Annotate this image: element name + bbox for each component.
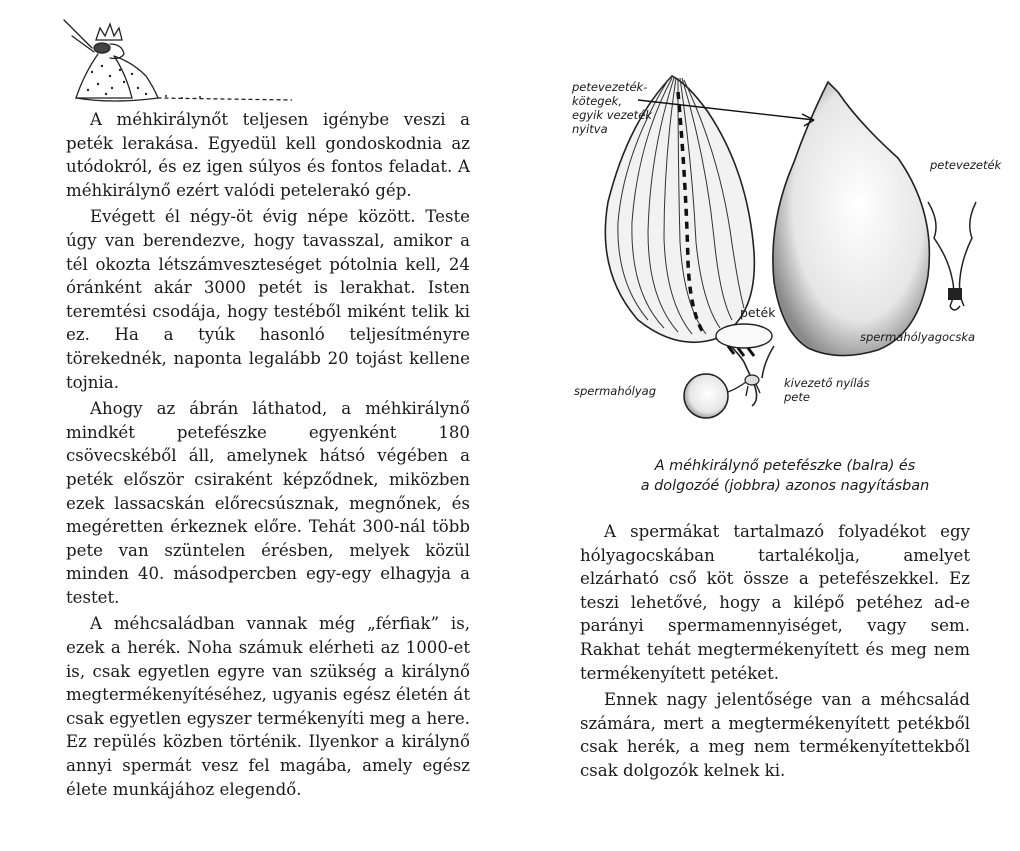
label-sperm-vesicle: spermahólyag: [574, 384, 657, 398]
label-oviduct-bundles: petevezeték- kötegek, egyik vezeték nyitva: [572, 80, 652, 136]
left-body-text: [66, 108, 470, 804]
paragraph: A spermákat tartalmazó folyadékot egy hólyagocskában tartalékolja, amelyet elzárható cső köt össze a petefészekkel. Ez teszi lehetővé, hogy a kilépő petéhez ad-e parányi spermamennyiséget, vagy sem. Rakhat tehát megtermékenyített és meg nem termékenyített petéket.: [580, 522, 970, 683]
label-oviduct: petevezeték: [930, 158, 1002, 172]
paragraph: A méhcsaládban vannak még „férfiak” is, ezek a herék. Noha számuk elérheti az 1000-et is, csak egyetlen egyre van szükség a királynő megtermékenyítéséhez, ugyanis egész életén át csak egyetlen egyszer termékenyíti meg a here. Ez repülés közben történik. Ilyenkor a királynő annyi spermát vesz fel magába, amely egész élete munkájához elegendő.: [66, 614, 470, 799]
label-sperm-vesicle-small: spermahólyagocska: [860, 330, 976, 344]
right-body-text: [580, 520, 970, 786]
label-eggs: peték: [740, 305, 776, 320]
ovary-figure: [568, 62, 1002, 462]
queen-bee-drawing: [62, 14, 292, 106]
paragraph: A méhkirálynőt teljesen igénybe veszi a peték lerakása. Egyedül kell gondoskodnia az utódokról, és ez igen súlyos és fontos feladat. A méhkirálynő ezért valódi petelerakó gép.: [66, 110, 470, 200]
paragraph: Ennek nagy jelentősége van a méhcsalád számára, mert a megtermékenyített petékből csak herék, a meg nem termékenyítettekből csak dolgozók kelnek ki.: [580, 690, 970, 780]
label-exit-opening: kivezető nyílás pete: [784, 376, 870, 404]
paragraph: Evégett él négy-öt évig népe között. Teste úgy van berendezve, hogy tavasszal, amikor a tél okozta létszámveszteséget pótolnia kell, 24 óránként akár 3000 petét is lerakhat. Isten teremtési csodája, hogy testéből miként telik ki ez. Ha a tyúk hasonló teljesítményre törekednék, naponta legalább 20 tojást kellene tojnia.: [66, 207, 470, 392]
figure-caption: A méhkirálynő petefészke (balra) és a dolgozóé (jobbra) azonos nagyításban: [640, 458, 930, 494]
paragraph: Ahogy az ábrán láthatod, a méhkirálynő mindkét petefészke egyenként 180 csövecskéből áll, amelynek hátsó végében a peték először csiraként képződnek, miközben ezek lassacskán előrecsúsznak, megnőnek, és megéretten érkeznek előre. Tehát 300-nál több pete van szüntelen érésben, melyek közül minden 40. másodpercben egy-egy elhagyja a testet.: [66, 399, 470, 607]
